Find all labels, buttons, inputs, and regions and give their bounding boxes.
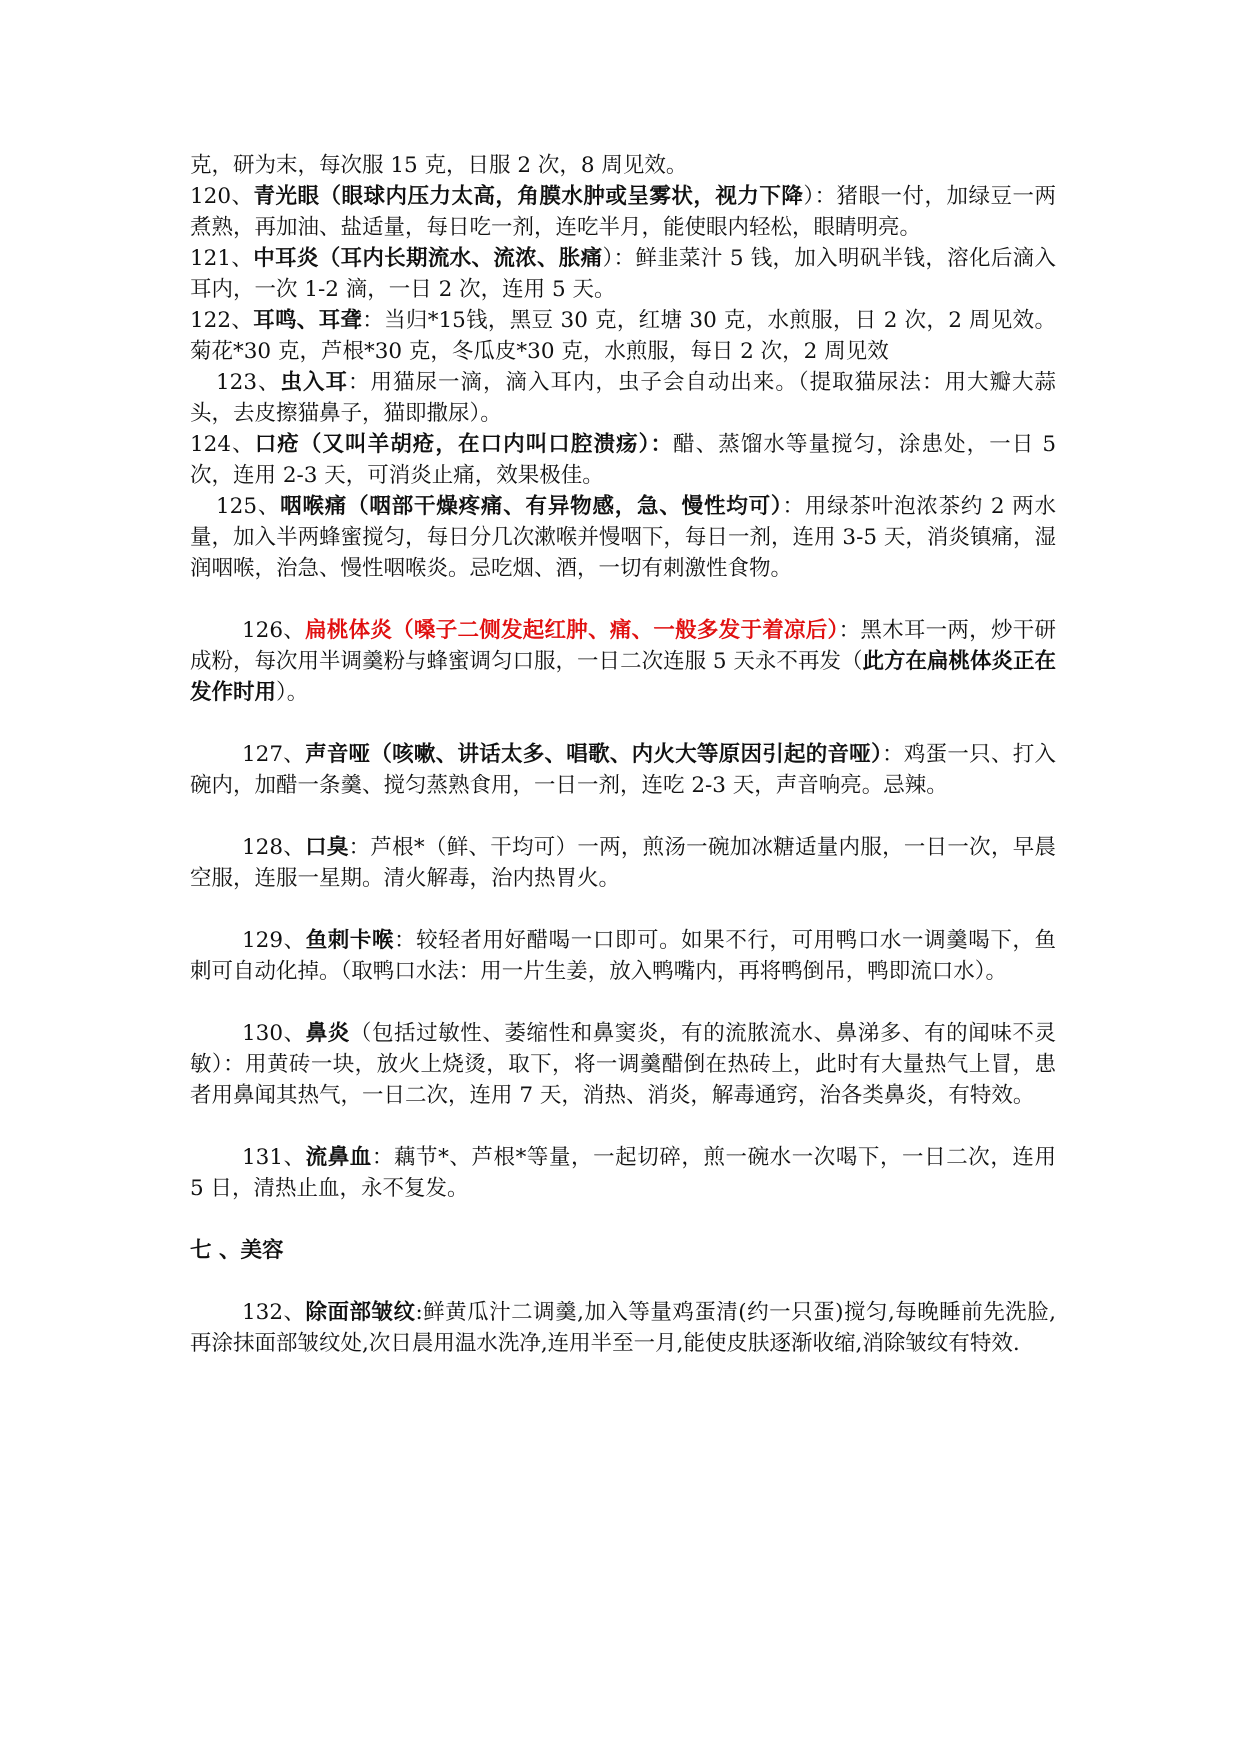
item-title: 虫入耳 — [280, 370, 349, 395]
item-number: 125、 — [216, 494, 281, 519]
item-title: 口臭 — [305, 835, 349, 860]
item-title: 除面部皱纹 — [305, 1300, 416, 1325]
item-title: 流鼻血 — [305, 1145, 372, 1170]
item-text: ：较轻者用好醋喝一口即可。如果不行，可用鸭口水一调羹喝下，鱼刺可自动化掉。（取鸭口水法：用一片生姜，放入鸭嘴内，再将鸭倒吊，鸭即流口水）。 — [190, 928, 1056, 984]
item-number: 124、 — [190, 432, 255, 457]
item-text: ）：鲜韭菜汁 5 钱，加入明矾半钱，溶化后滴入耳内，一次 1-2 滴，一日 2 次，连用 5 天。 — [190, 246, 1056, 302]
paragraph-130 — [190, 1018, 1056, 1111]
item-note: 此方在扁桃体炎正在发作时用 — [190, 649, 1056, 705]
item-text: :鲜黄瓜汁二调羹,加入等量鸡蛋清(约一只蛋)搅匀,每晚睡前先洗脸,再涂抹面部皱纹处,次日晨用温水洗净,连用半至一月,能使皮肤逐渐收缩,消除皱纹有特效. — [190, 1300, 1056, 1356]
item-number: 129、 — [242, 928, 306, 953]
paragraph-120 — [190, 181, 1056, 243]
item-number: 128、 — [242, 835, 306, 860]
item-number: 131、 — [242, 1145, 306, 1170]
item-title: 中耳炎（耳内长期流水、流浓、胀痛 — [253, 246, 603, 271]
item-title: 青光眼（眼球内压力太高，角膜水肿或呈雾状，视力下降 — [253, 184, 804, 209]
item-text: ）：猪眼一付，加绿豆一两煮熟，再加油、盐适量，每日吃一剂，连吃半月，能使眼内轻松，眼睛明亮。 — [190, 184, 1056, 240]
paragraph-131 — [190, 1142, 1056, 1204]
item-text: （包括过敏性、萎缩性和鼻窦炎，有的流脓流水、鼻涕多、有的闻味不灵敏）：用黄砖一块，放火上烧烫，取下，将一调羹醋倒在热砖上，此时有大量热气上冒，患者用鼻闻其热气，一日二次，连用 7 天，消热、消炎，解毒通窍，治各类鼻炎，有特效。 — [190, 1021, 1056, 1108]
item-text: ：用猫尿一滴，滴入耳内，虫子会自动出来。（提取猫尿法：用大瓣大蒜头，去皮擦猫鼻子，猫即撒尿）。 — [190, 370, 1056, 426]
item-title-highlight: 扁桃体炎（嗓子二侧发起红肿、痛、一般多发于着凉后） — [305, 618, 839, 643]
item-number: 130、 — [242, 1021, 306, 1046]
item-title: 声音哑（咳嗽、讲话太多、唱歌、内火大等原因引起的音哑） — [305, 742, 883, 767]
item-text: ：黑木耳一两，炒干研成粉，每次用半调羹粉与蜂蜜调匀口服，一日二次连服 5 天永不再发（ — [190, 618, 1056, 674]
item-title: 耳鸣、耳聋 — [253, 308, 363, 333]
item-number: 132、 — [242, 1300, 306, 1325]
item-text: ：芦根*（鲜、干均可）一两，煎汤一碗加冰糖适量内服，一日一次，早晨空服，连服一星期。清火解毒，治内热胃火。 — [190, 835, 1056, 891]
paragraph-126 — [190, 615, 1056, 708]
paragraph-121 — [190, 243, 1056, 305]
item-number: 121、 — [190, 246, 254, 271]
item-title: 鼻炎 — [305, 1021, 350, 1046]
item-number: 123、 — [216, 370, 281, 395]
item-text: 醋、蒸馏水等量搅匀，涂患处，一日 5 次，连用 2-3 天，可消炎止痛，效果极佳。 — [190, 432, 1056, 488]
paragraph-text: 克，研为末，每次服 15 克，日服 2 次，8 周见效。 — [190, 153, 688, 178]
item-number: 127、 — [242, 742, 306, 767]
paragraph-124 — [190, 429, 1056, 491]
document-body — [190, 150, 1056, 1359]
item-number: 120、 — [190, 184, 254, 209]
paragraph-123 — [190, 367, 1056, 429]
item-text: ：鸡蛋一只、打入碗内，加醋一条羹、搅匀蒸熟食用，一日一剂，连吃 2-3 天，声音响亮。忌辣。 — [190, 742, 1056, 798]
paragraph-128 — [190, 832, 1056, 894]
item-text-end: ）。 — [276, 680, 309, 705]
paragraph-122 — [190, 305, 1056, 367]
paragraph-127 — [190, 739, 1056, 801]
item-text: ：藕节*、芦根*等量，一起切碎，煎一碗水一次喝下，一日二次，连用 5 日，清热止血，永不复发。 — [190, 1145, 1056, 1201]
paragraph-119-continuation — [190, 150, 1056, 181]
item-title: 咽喉痛（咽部干燥疼痛、有异物感，急、慢性均可） — [280, 494, 783, 519]
item-number: 126、 — [242, 618, 306, 643]
item-title: 鱼刺卡喉 — [305, 928, 395, 953]
item-title: 口疮（又叫羊胡疮，在口内叫口腔溃疡）： — [254, 432, 674, 457]
item-text: ：用绿茶叶泡浓茶约 2 两水量，加入半两蜂蜜搅匀，每日分几次漱喉并慢咽下，每日一剂，连用 3-5 天，消炎镇痛，湿润咽喉，治急、慢性咽喉炎。忌吃烟、酒，一切有刺激性食物。 — [190, 494, 1056, 581]
item-number: 122、 — [190, 308, 254, 333]
item-text: ：当归*15钱，黑豆 30 克，红塘 30 克，水煎服，日 2 次，2 周见效。菊花*30 克，芦根*30 克，冬瓜皮*30 克，水煎服，每日 2 次，2 周见效 — [190, 308, 1056, 364]
paragraph-132 — [190, 1297, 1056, 1359]
paragraph-125 — [190, 491, 1056, 584]
section-heading-beauty: 七 、美容 — [190, 1238, 284, 1263]
paragraph-129 — [190, 925, 1056, 987]
